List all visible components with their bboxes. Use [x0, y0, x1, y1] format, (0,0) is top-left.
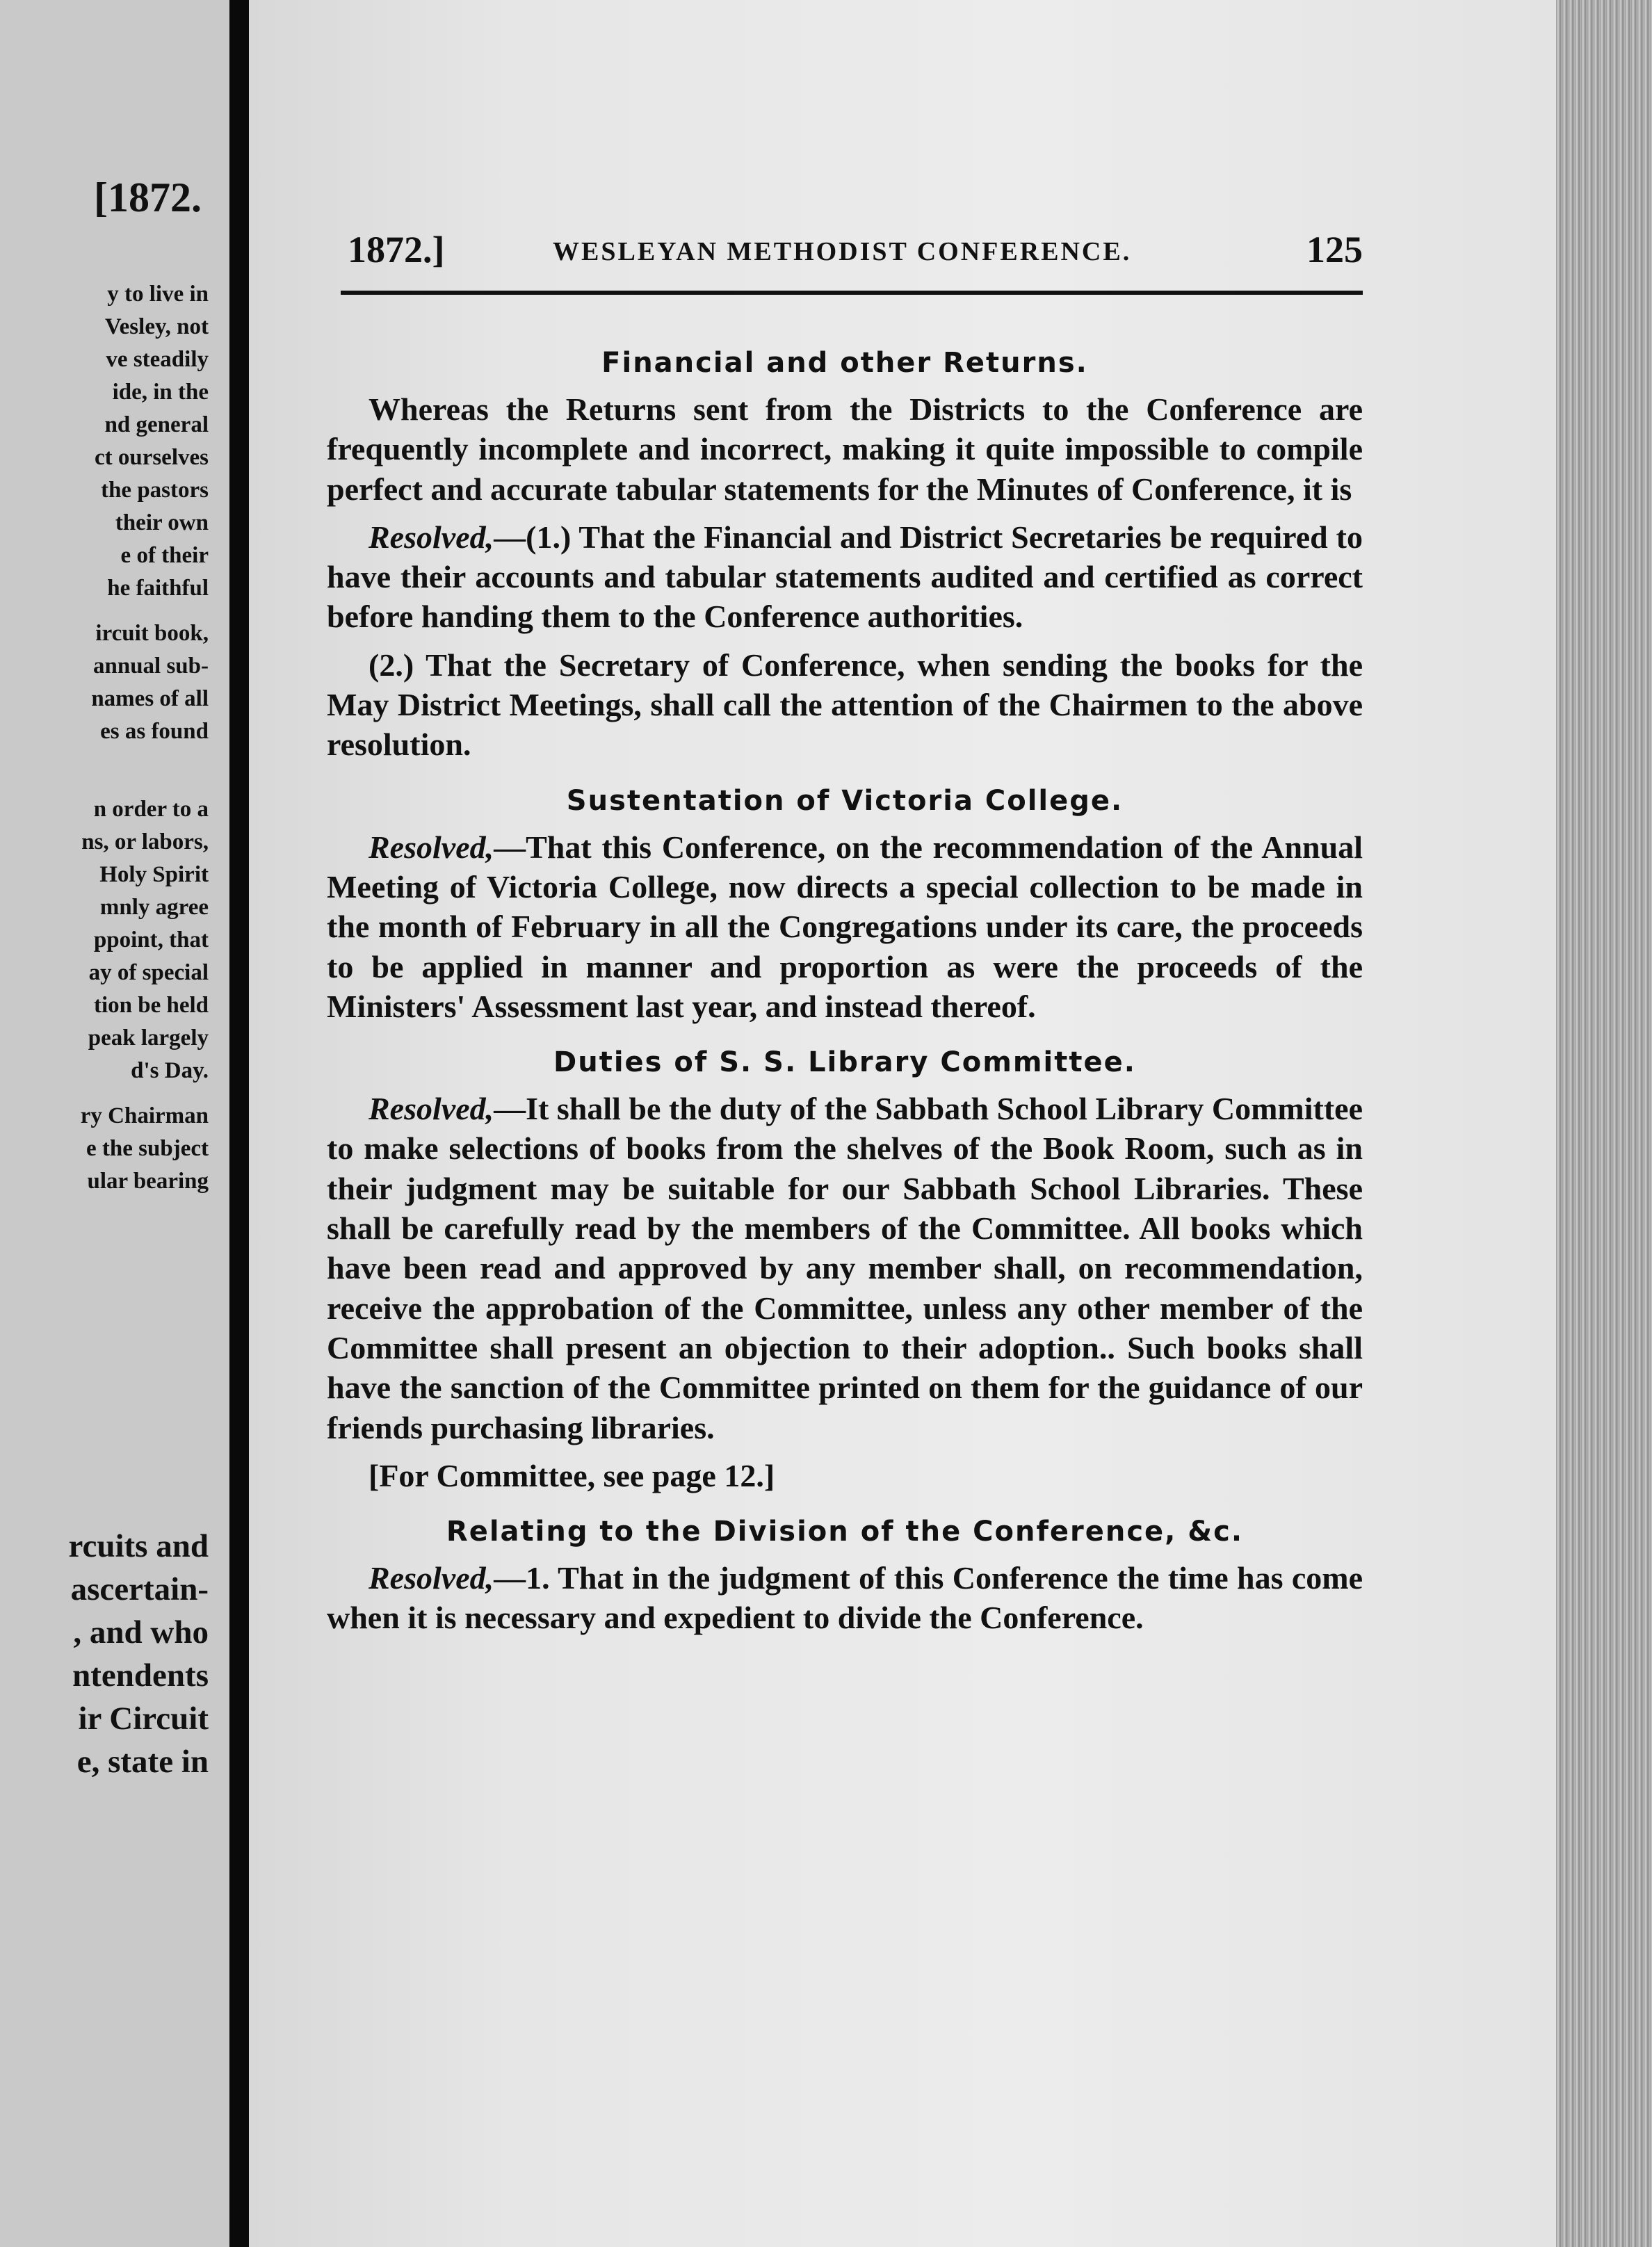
- facing-line: ns, or labors,: [81, 829, 209, 854]
- facing-page: [0, 0, 229, 2247]
- facing-line: ntendents: [72, 1657, 209, 1694]
- section-heading: Financial and other Returns.: [601, 347, 1088, 379]
- facing-line: y to live in: [107, 282, 209, 307]
- facing-page-header: [1872.: [94, 175, 202, 220]
- facing-page-text: [0, 278, 209, 1783]
- section-heading: Relating to the Division of the Conference, &c.: [446, 1516, 1244, 1548]
- facing-line: ve steadily: [106, 347, 209, 372]
- section-heading: Sustentation of Victoria College.: [566, 784, 1124, 817]
- header-rule: [341, 291, 1363, 295]
- facing-line: the pastors: [101, 478, 209, 503]
- facing-line: ide, in the: [112, 380, 209, 405]
- header-title: WESLEYAN METHODIST CONFERENCE.: [553, 237, 1132, 266]
- page-edges: [1556, 0, 1652, 2247]
- facing-line: ry Chairman: [80, 1103, 209, 1128]
- facing-line: ppoint, that: [93, 927, 209, 952]
- header-year: 1872.]: [348, 229, 445, 270]
- facing-line: ir Circuit: [78, 1701, 209, 1737]
- facing-line: rcuits and: [68, 1528, 209, 1564]
- section-heading: Duties of S. S. Library Committee.: [553, 1046, 1136, 1079]
- facing-line: e of their: [120, 543, 209, 568]
- facing-line: annual sub-: [92, 654, 209, 679]
- facing-line: e the subject: [86, 1136, 209, 1161]
- facing-line: ascertain-: [70, 1571, 209, 1607]
- facing-line: ay of special: [88, 960, 209, 985]
- facing-line: n order to a: [93, 797, 209, 822]
- facing-line: , and who: [73, 1614, 209, 1650]
- facing-line: peak largely: [88, 1025, 209, 1051]
- paragraph: Resolved,—1. That in the judgment of this Conference the time has come when it is necessary and expedient to divide the Conference.: [327, 1560, 1363, 1636]
- facing-line: es as found: [100, 719, 209, 744]
- facing-line: names of all: [91, 686, 209, 711]
- paragraph: Resolved,—That this Conference, on the recommendation of the Annual Meeting of Victoria College, now directs a special collection to be made in the month of February in all the Congregations under its care, the proceeds to be applied in manner and proportion as were the proceeds of the Ministers' Assessment last year, and instead thereof.: [327, 829, 1363, 1024]
- page-body: [327, 327, 1363, 1646]
- paragraph: [For Committee, see page 12.]: [369, 1457, 775, 1493]
- facing-line: e, state in: [76, 1744, 209, 1780]
- paragraph: Whereas the Returns sent from the Districts to the Conference are frequently incomplete and incorrect, making it quite impossible to compile perfect and accurate tabular statements for the Minutes of Conference, it is: [327, 391, 1363, 507]
- facing-line: tion be held: [93, 993, 209, 1018]
- page-number: 125: [1306, 229, 1363, 270]
- facing-line: d's Day.: [131, 1058, 209, 1083]
- book-gutter: [229, 0, 249, 2247]
- paragraph: Resolved,—(1.) That the Financial and District Secretaries be required to have their accounts and tabular statements audited and certified as correct before handing them to the Conference authorities.: [327, 519, 1363, 635]
- facing-line: he faithful: [107, 576, 209, 601]
- facing-line: ircuit book,: [95, 621, 209, 646]
- running-header: [348, 228, 1363, 284]
- paragraph: Resolved,—It shall be the duty of the Sabbath School Library Committee to make selections of books from the shelves of the Book Room, such as in their judgment may be suitable for our Sabbath School Libraries. These shall be carefully read by the members of the Committee. All books which have been read and approved by any member shall, on recommendation, receive the approbation of the Committee, unless any other member of the Committee shall present an objection to their adoption.. Such books shall have the sanction of the Committee printed on them for the guidance of our friends purchasing libraries.: [327, 1091, 1363, 1445]
- facing-line: nd general: [104, 412, 209, 437]
- facing-line: mnly agree: [99, 895, 209, 920]
- facing-line: Holy Spirit: [99, 862, 209, 887]
- facing-line: Vesley, not: [104, 314, 209, 339]
- facing-line: ular bearing: [87, 1169, 209, 1194]
- facing-line: ct ourselves: [94, 445, 209, 470]
- paragraph: (2.) That the Secretary of Conference, when sending the books for the May District Meetings, shall call the attention of the Chairmen to the above resolution.: [327, 647, 1363, 763]
- facing-line: their own: [115, 510, 209, 535]
